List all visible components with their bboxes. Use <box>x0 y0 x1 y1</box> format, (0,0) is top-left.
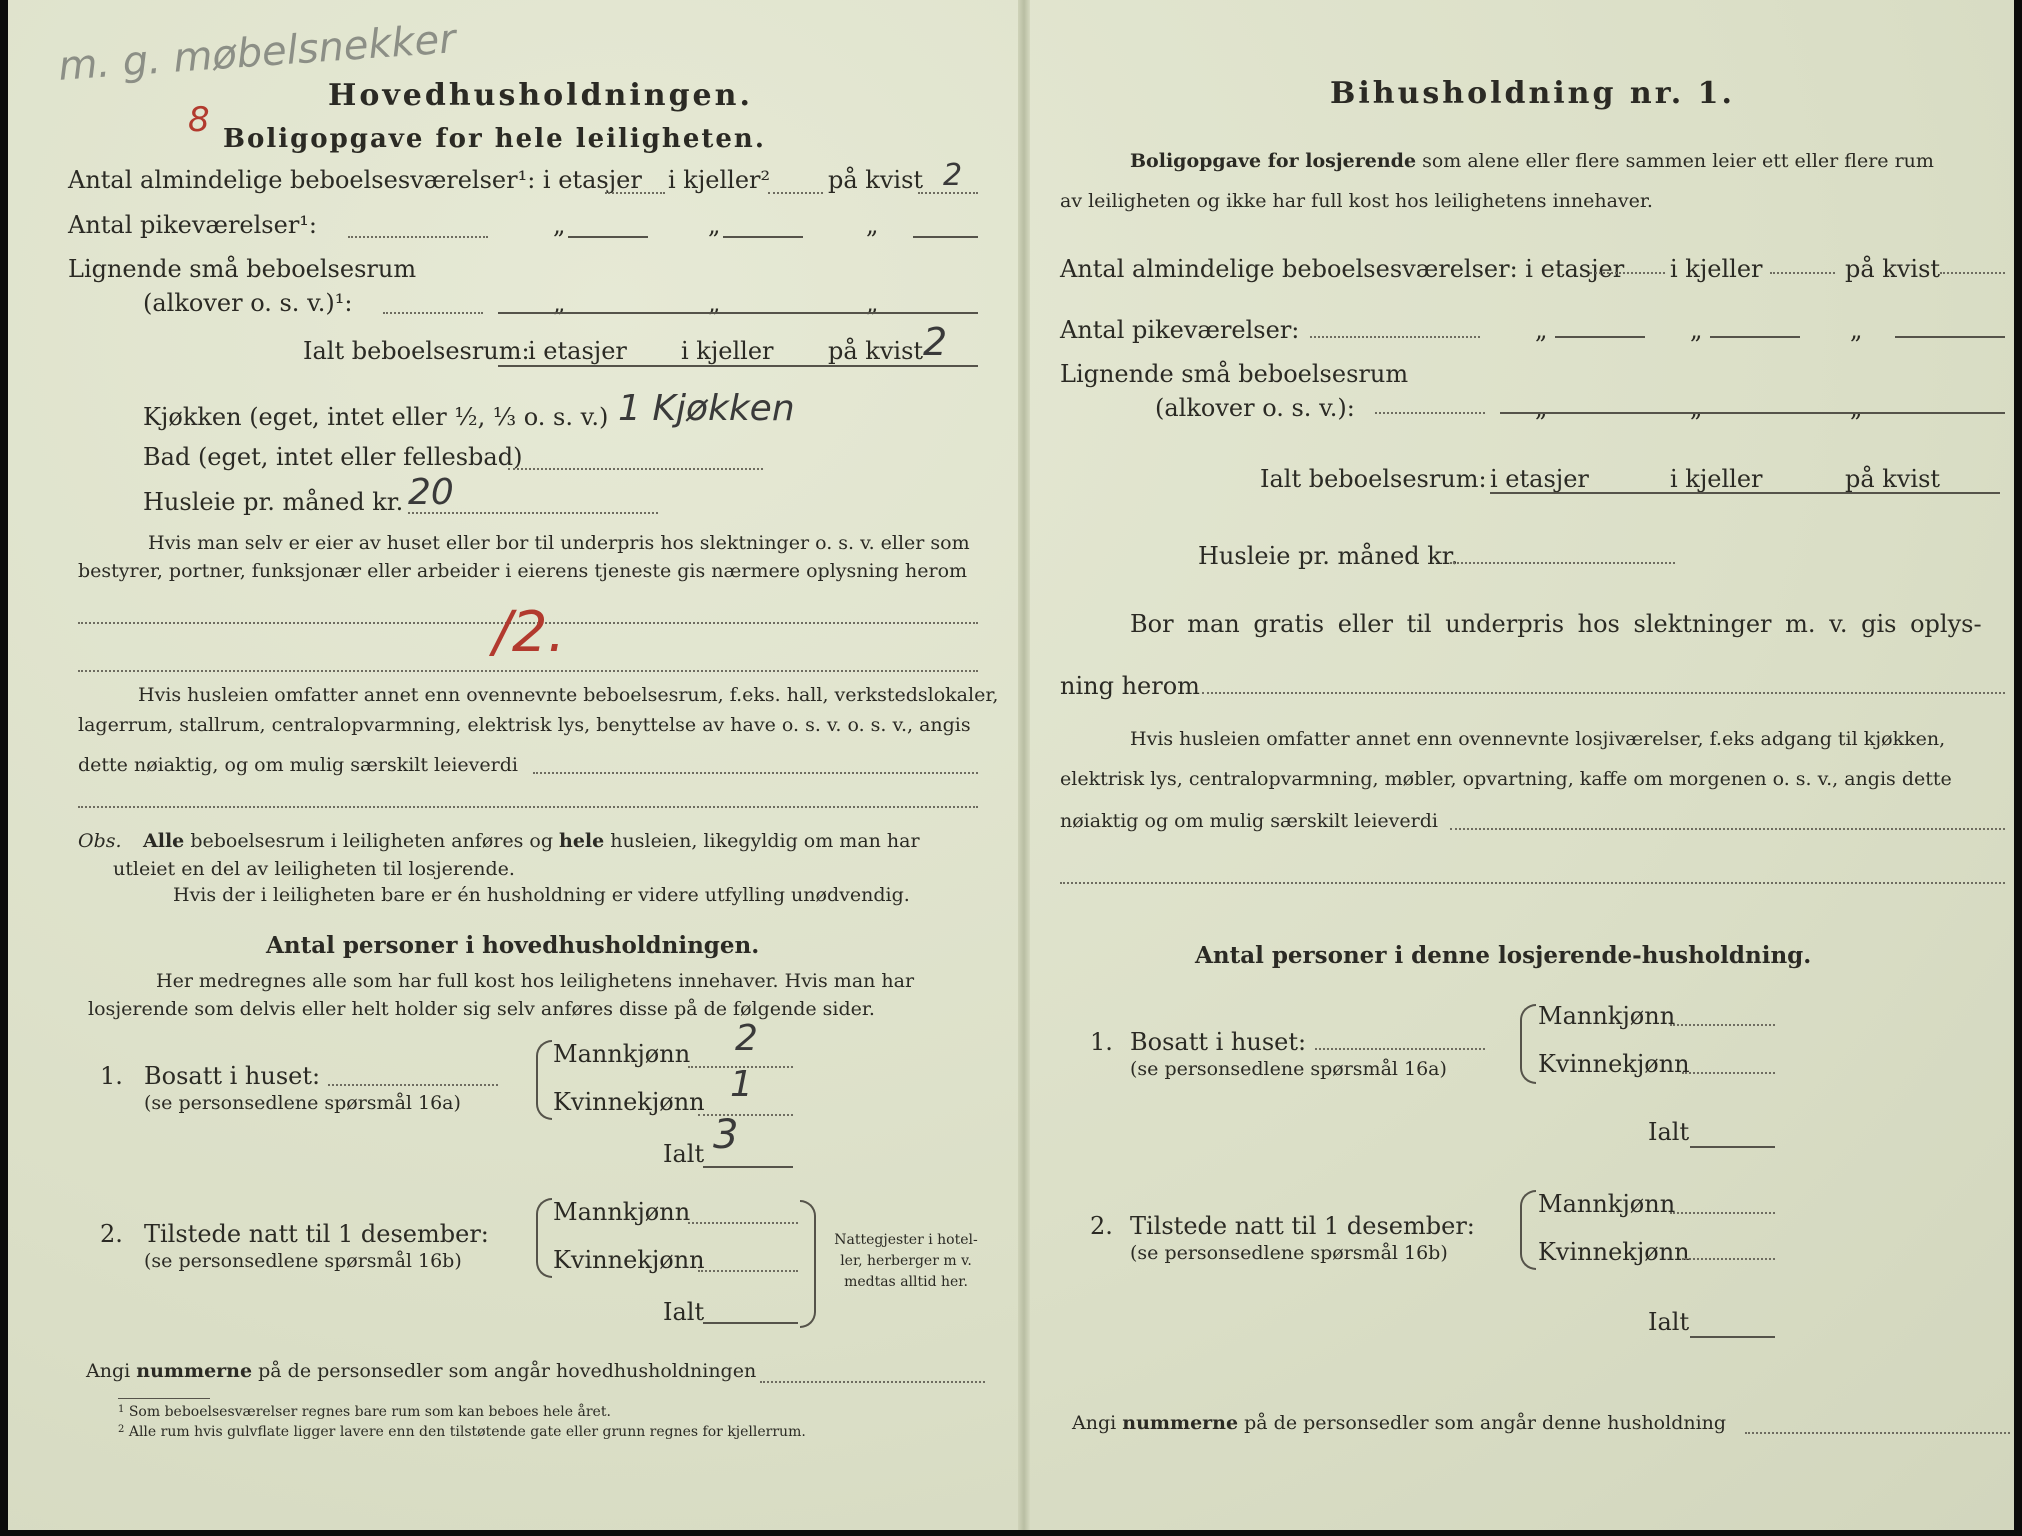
q1-leader <box>328 1084 498 1086</box>
ialt-etasjer-label: i etasjer <box>1490 465 1589 493</box>
footnote-2-num: 2 <box>118 1424 125 1435</box>
q2-brace <box>1520 1190 1536 1270</box>
ialt-kvist-value: 2 <box>923 320 948 364</box>
ditto-mark: „ <box>708 211 721 239</box>
intro-text-1: som alene eller flere sammen leier ett eller flere rum <box>1422 150 1934 172</box>
leieverdi-field-2[interactable] <box>1060 882 2005 884</box>
ialt-kvist-label: på kvist <box>828 337 924 365</box>
eier-text-1: Hvis man selv er eier av huset eller bor til underpris hos slektninger o. s. v. eller som <box>148 532 970 554</box>
omfatter-text-3: dette nøiaktig, og om mulig særskilt leieverdi <box>78 754 518 776</box>
angi-label: Angi <box>86 1360 131 1382</box>
bad-label: Bad (eget, intet eller fellesbad) <box>143 443 523 471</box>
q1-kvinne-label: Kvinnekjønn <box>553 1088 705 1116</box>
q1-mann-label: Mannkjønn <box>1538 1002 1676 1030</box>
footnote-rule <box>118 1398 210 1399</box>
husleie-label: Husleie pr. måned kr. <box>1198 542 1459 570</box>
persons-title: Antal personer i hovedhusholdningen. <box>266 932 760 959</box>
q1-label: Bosatt i huset: <box>144 1062 321 1090</box>
q1-kvinne-label: Kvinnekjønn <box>1538 1050 1690 1078</box>
obs-alle: Alle <box>143 830 185 852</box>
ialt-rooms-field[interactable] <box>498 365 978 367</box>
q1-ialt-field[interactable] <box>703 1166 793 1168</box>
rooms-kjeller-label: i kjeller <box>1670 255 1763 283</box>
lignende-label: Lignende små beboelsesrum <box>68 255 417 283</box>
gratis-field[interactable] <box>1202 692 2005 694</box>
q1-mann-field[interactable] <box>1670 1024 1775 1026</box>
angi-field[interactable] <box>760 1381 985 1383</box>
obs-text-1: beboelsesrum i leiligheten anføres og <box>190 830 553 852</box>
alkover-label: (alkover o. s. v.)¹: <box>143 289 353 317</box>
rooms-etasjer-field[interactable] <box>605 192 665 194</box>
ditto-mark: „ <box>1690 394 1703 422</box>
red-pencil-number: 8 <box>188 100 210 140</box>
leieverdi-field[interactable] <box>1450 828 2005 830</box>
q1-brace <box>536 1040 552 1120</box>
persons-title: Antal personer i denne losjerende-husholdning. <box>1195 942 1812 969</box>
rooms-kjeller-field[interactable] <box>768 192 823 194</box>
q1-mann-value: 2 <box>735 1018 758 1059</box>
pike-label: Antal pikeværelser¹: <box>68 211 317 239</box>
q2-mann-label: Mannkjønn <box>553 1198 691 1226</box>
q1-kvinne-field[interactable] <box>1682 1072 1775 1074</box>
kjokken-value: 1 Kjøkken <box>618 388 795 429</box>
q1-kvinne-value: 1 <box>730 1064 753 1105</box>
natt-note-1: Nattegjester i hotel- <box>834 1232 978 1248</box>
angi-field[interactable] <box>1745 1432 2010 1434</box>
pike-etasjer-field[interactable] <box>1555 336 1645 338</box>
omfatter-text-1: Hvis husleien omfatter annet enn ovennevnte losjiværelser, f.eks adgang til kjøkken, <box>1130 728 1946 750</box>
persons-text-2: losjerende som delvis eller helt holder sig selv anføres disse på de følgende sider. <box>88 998 875 1020</box>
gratis-text-1: Bor man gratis eller til underpris hos slektninger m. v. gis oplys- <box>1130 610 1982 638</box>
rooms-kjeller-field[interactable] <box>1770 272 1835 274</box>
ditto-mark: „ <box>1850 394 1863 422</box>
rooms-kvist-field[interactable] <box>1940 272 2005 274</box>
alkover-leader <box>1375 412 1485 414</box>
husleie-field[interactable] <box>1450 562 1675 564</box>
natt-note-3: medtas alltid her. <box>844 1274 968 1290</box>
pike-kjeller-field[interactable] <box>723 236 803 238</box>
q1-number: 1. <box>100 1062 123 1090</box>
obs-text-1b: husleien, likegyldig om man har <box>610 830 920 852</box>
q2-label: Tilstede natt til 1 desember: <box>1130 1212 1475 1240</box>
q2-kvinne-label: Kvinnekjønn <box>553 1246 705 1274</box>
obs-text-3: Hvis der i leiligheten bare er én husholdning er videre utfylling unødvendig. <box>173 884 910 906</box>
q2-mann-label: Mannkjønn <box>1538 1190 1676 1218</box>
intro-bold: Boligopgave for losjerende <box>1130 150 1417 172</box>
pike-kvist-field[interactable] <box>1895 336 2005 338</box>
leieverdi-field[interactable] <box>533 772 978 774</box>
obs-hele: hele <box>559 830 605 852</box>
ialt-etasjer-label: i etasjer <box>528 337 627 365</box>
pike-leader <box>1310 336 1480 338</box>
q1-label: Bosatt i huset: <box>1130 1028 1307 1056</box>
ditto-mark: „ <box>1535 316 1548 344</box>
ditto-mark: „ <box>1850 316 1863 344</box>
intro-text-2: av leiligheten og ikke har full kost hos leilighetens innehaver. <box>1060 190 1653 212</box>
angi-text: på de personsedler som angår denne husholdning <box>1244 1412 1727 1434</box>
omfatter-text-2: elektrisk lys, centralopvarmning, møbler, opvartning, kaffe om morgenen o. s. v., angis dette <box>1060 768 1952 790</box>
ditto-mark: „ <box>708 289 721 317</box>
pike-etasjer-field[interactable] <box>568 236 648 238</box>
gratis-text-2: ning herom <box>1060 672 1200 700</box>
q2-ialt-label: Ialt <box>1648 1308 1690 1336</box>
ialt-rooms-field[interactable] <box>1490 492 2000 494</box>
alkover-field[interactable] <box>1500 412 2005 414</box>
rooms-kvist-value: 2 <box>943 158 963 193</box>
persons-text-1: Her medregnes alle som har full kost hos leilighetens innehaver. Hvis man har <box>156 970 915 992</box>
q2-right-brace <box>800 1200 816 1328</box>
footnote-1: Som beboelsesværelser regnes bare rum som kan beboes hele året. <box>128 1404 611 1420</box>
ialt-kjeller-label: i kjeller <box>1670 465 1763 493</box>
q2-brace <box>536 1198 552 1278</box>
rooms-etasjer-field[interactable] <box>1590 272 1665 274</box>
ialt-rooms-label: Ialt beboelsesrum: <box>303 337 530 365</box>
pencil-annotation: m. g. møbelsnekker <box>56 16 458 90</box>
angi-text: på de personsedler som angår hovedhusholdningen <box>258 1360 757 1382</box>
q2-sub: (se personsedlene spørsmål 16b) <box>144 1250 462 1272</box>
census-form-sheet <box>8 0 2014 1530</box>
alkover-label: (alkover o. s. v.): <box>1155 394 1355 422</box>
q1-ialt-field[interactable] <box>1690 1146 1775 1148</box>
rooms-kjeller-label: i kjeller² <box>668 166 771 194</box>
page-fold <box>1018 0 1030 1530</box>
q2-number: 2. <box>1090 1212 1113 1240</box>
q2-kvinne-label: Kvinnekjønn <box>1538 1238 1690 1266</box>
kjokken-label: Kjøkken (eget, intet eller ½, ⅓ o. s. v.) <box>143 403 609 431</box>
q2-mann-field[interactable] <box>1670 1212 1775 1214</box>
q2-sub: (se personsedlene spørsmål 16b) <box>1130 1242 1448 1264</box>
ditto-mark: „ <box>1690 316 1703 344</box>
footnote-1-num: 1 <box>118 1404 125 1415</box>
alkover-field[interactable] <box>498 312 978 314</box>
rooms-label: Antal almindelige beboelsesværelser: i etasjer <box>1060 255 1625 283</box>
q2-ialt-field[interactable] <box>703 1322 798 1324</box>
q1-ialt-value: 3 <box>713 1112 739 1158</box>
pike-kjeller-field[interactable] <box>1710 336 1800 338</box>
obs-label: Obs. <box>78 830 122 852</box>
leieverdi-field-2[interactable] <box>78 806 978 808</box>
q2-ialt-label: Ialt <box>663 1298 705 1326</box>
bad-field[interactable] <box>508 468 763 470</box>
eier-text-2: bestyrer, portner, funksjonær eller arbeider i eierens tjeneste gis nærmere oplysning herom <box>78 560 968 582</box>
ditto-mark: „ <box>866 289 879 317</box>
page-title: Bihusholdning nr. 1. <box>1330 76 1735 111</box>
q1-leader <box>1315 1048 1485 1050</box>
q1-mann-label: Mannkjønn <box>553 1040 691 1068</box>
husleie-value: 20 <box>408 472 454 513</box>
ialt-kjeller-label: i kjeller <box>681 337 774 365</box>
q2-kvinne-field[interactable] <box>1682 1258 1775 1260</box>
page-title: Hovedhusholdningen. <box>328 78 753 113</box>
sub-household-page <box>1030 0 2014 1530</box>
q1-brace <box>1520 1004 1536 1084</box>
natt-note-2: ler, herberger m v. <box>840 1253 972 1269</box>
q1-ialt-label: Ialt <box>1648 1118 1690 1146</box>
omfatter-text-3: nøiaktig og om mulig særskilt leieverdi <box>1060 810 1438 832</box>
page-subtitle: Boligopgave for hele leiligheten. <box>223 124 766 154</box>
q1-sub: (se personsedlene spørsmål 16a) <box>144 1092 461 1114</box>
pike-label: Antal pikeværelser: <box>1060 316 1300 344</box>
q2-number: 2. <box>100 1220 123 1248</box>
obs-text-2: utleiet en del av leiligheten til losjerende. <box>113 858 515 880</box>
q2-kvinne-field[interactable] <box>698 1270 798 1272</box>
pike-leader <box>348 236 488 238</box>
angi-nummerne: nummerne <box>136 1360 253 1382</box>
q2-ialt-field[interactable] <box>1690 1336 1775 1338</box>
rooms-kvist-label: på kvist <box>1845 255 1941 283</box>
q1-number: 1. <box>1090 1028 1113 1056</box>
rooms-kvist-label: på kvist <box>828 166 924 194</box>
rooms-label: Antal almindelige beboelsesværelser¹: i etasjer <box>68 166 642 194</box>
red-mark: /2. <box>493 600 566 665</box>
ditto-mark: „ <box>553 289 566 317</box>
q2-mann-field[interactable] <box>688 1222 798 1224</box>
ditto-mark: „ <box>553 211 566 239</box>
ditto-mark: „ <box>866 211 879 239</box>
lignende-label: Lignende små beboelsesrum <box>1060 360 1409 388</box>
q2-label: Tilstede natt til 1 desember: <box>144 1220 489 1248</box>
omfatter-text-2: lagerrum, stallrum, centralopvarmning, elektrisk lys, benyttelse av have o. s. v. o. s. v., angis <box>78 714 971 736</box>
ditto-mark: „ <box>1535 394 1548 422</box>
q1-sub: (se personsedlene spørsmål 16a) <box>1130 1058 1447 1080</box>
pike-kvist-field[interactable] <box>913 236 978 238</box>
omfatter-text-1: Hvis husleien omfatter annet enn ovennevnte beboelsesrum, f.eks. hall, verkstedslokaler, <box>138 684 999 706</box>
footnote-2: Alle rum hvis gulvflate ligger lavere enn den tilstøtende gate eller grunn regnes for kjellerrum. <box>128 1424 806 1440</box>
ialt-rooms-label: Ialt beboelsesrum: <box>1260 465 1487 493</box>
husleie-label: Husleie pr. måned kr. <box>143 488 404 516</box>
alkover-leader <box>383 312 483 314</box>
ialt-kvist-label: på kvist <box>1845 465 1941 493</box>
angi-nummerne: nummerne <box>1122 1412 1239 1434</box>
angi-label: Angi <box>1072 1412 1117 1434</box>
q1-ialt-label: Ialt <box>663 1140 705 1168</box>
main-household-page <box>8 0 1018 1530</box>
eier-field-2[interactable] <box>78 670 978 672</box>
